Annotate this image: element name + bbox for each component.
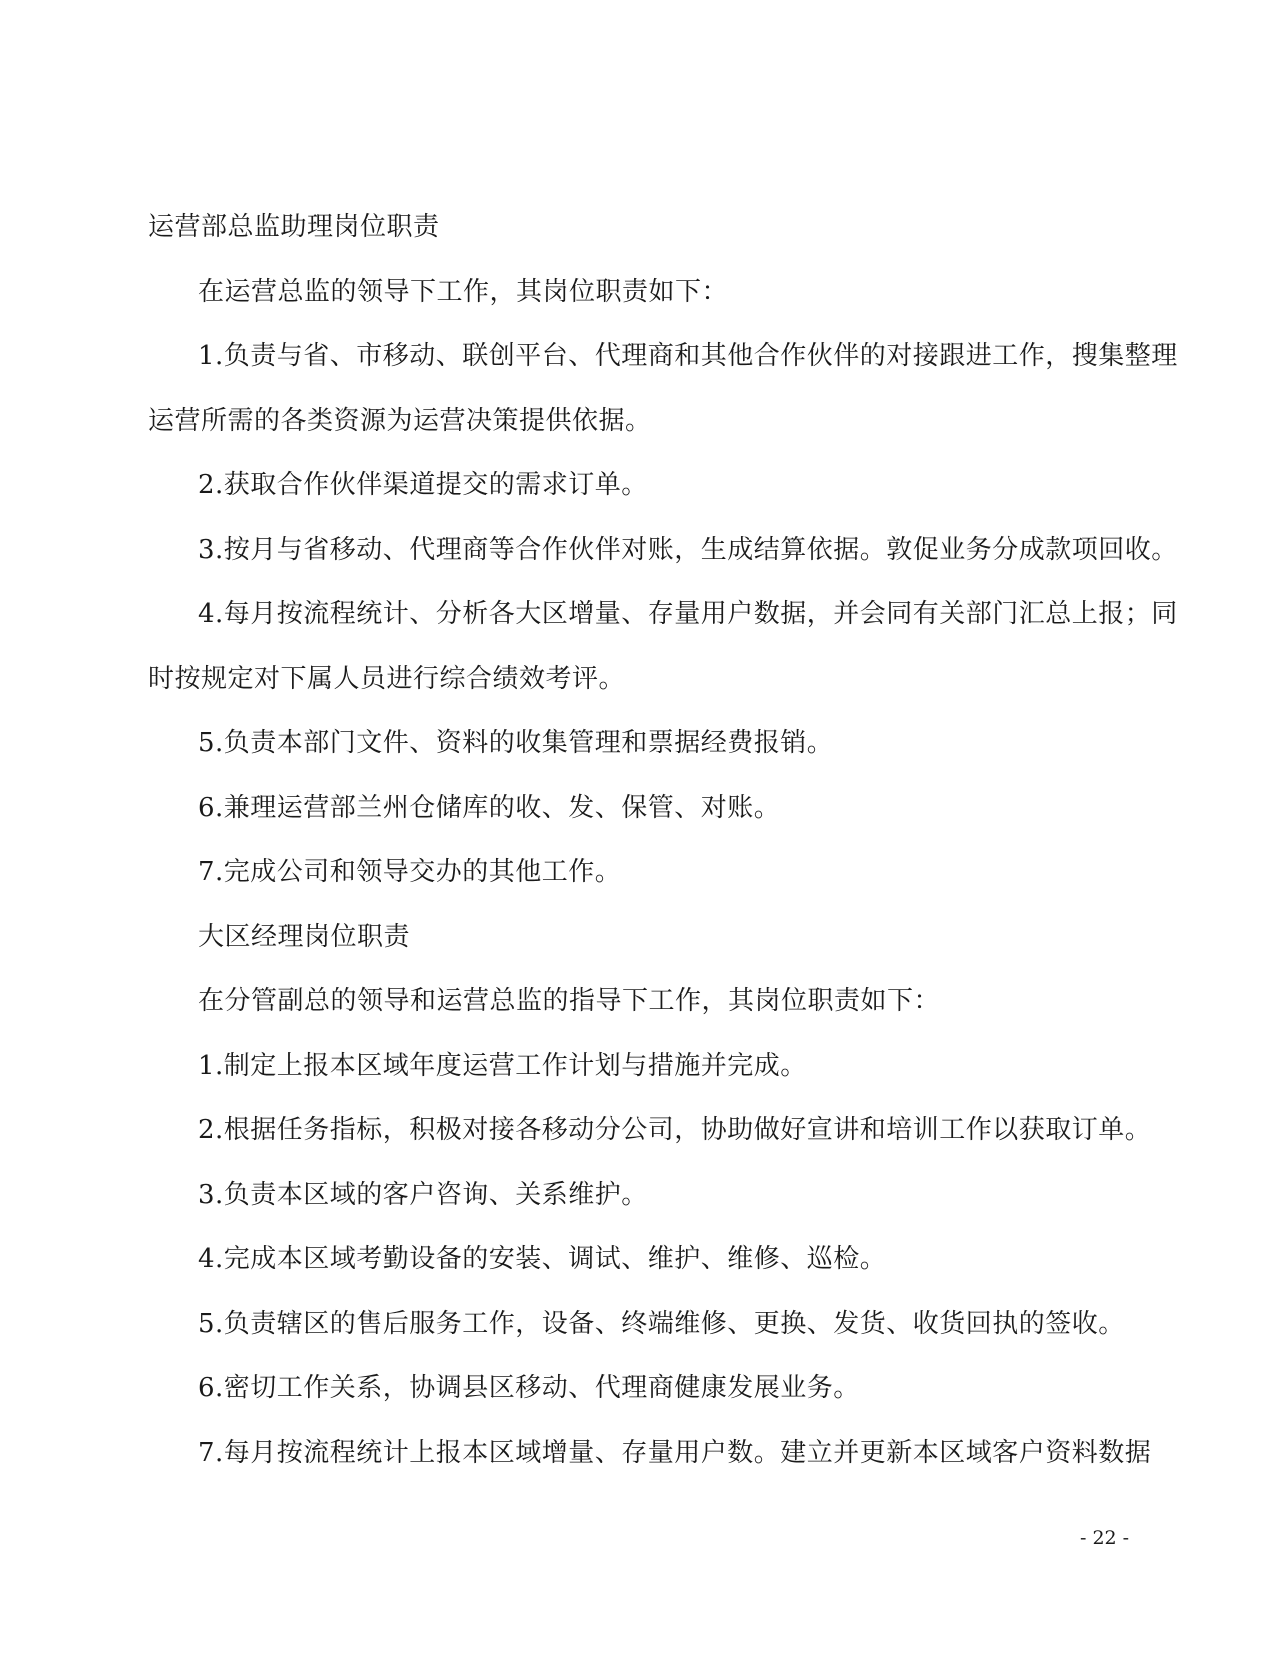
paragraph-line: 3.按月与省移动、代理商等合作伙伴对账，生成结算依据。敦促业务分成款项回收。 bbox=[198, 534, 1178, 565]
paragraph-line: 6.密切工作关系，协调县区移动、代理商健康发展业务。 bbox=[198, 1373, 860, 1403]
paragraph-line: 在分管副总的领导和运营总监的指导下工作，其岗位职责如下： bbox=[198, 986, 941, 1016]
section-title-operations-assistant: 运营部总监助理岗位职责 bbox=[148, 212, 440, 242]
paragraph-line: 1.制定上报本区域年度运营工作计划与措施并完成。 bbox=[198, 1050, 807, 1081]
paragraph-line: 1.负责与省、市移动、联创平台、代理商和其他合作伙伴的对接跟进工作，搜集整理 bbox=[198, 341, 1178, 371]
paragraph-line: 4.完成本区域考勤设备的安装、调试、维护、维修、巡检。 bbox=[198, 1244, 887, 1274]
paragraph-line: 时按规定对下属人员进行综合绩效考评。 bbox=[148, 663, 626, 694]
paragraph-line: 5.负责辖区的售后服务工作，设备、终端维修、更换、发货、收货回执的签收。 bbox=[198, 1308, 1125, 1339]
section-title-regional-manager: 大区经理岗位职责 bbox=[198, 921, 411, 952]
paragraph-line: 7.每月按流程统计上报本区域增量、存量用户数。建立并更新本区域客户资料数据 bbox=[198, 1437, 1152, 1468]
page-number: - 22 - bbox=[1080, 1527, 1130, 1549]
paragraph-line: 6.兼理运营部兰州仓储库的收、发、保管、对账。 bbox=[198, 792, 781, 823]
paragraph-line: 2.获取合作伙伴渠道提交的需求订单。 bbox=[198, 470, 648, 500]
paragraph-line: 2.根据任务指标，积极对接各移动分公司，协助做好宣讲和培训工作以获取订单。 bbox=[198, 1115, 1152, 1145]
paragraph-line: 7.完成公司和领导交办的其他工作。 bbox=[198, 857, 622, 887]
paragraph-line: 5.负责本部门文件、资料的收集管理和票据经费报销。 bbox=[198, 728, 834, 758]
paragraph-line: 运营所需的各类资源为运营决策提供依据。 bbox=[148, 405, 652, 436]
paragraph-line: 3.负责本区域的客户咨询、关系维护。 bbox=[198, 1179, 648, 1210]
document-body bbox=[148, 195, 1178, 1485]
paragraph-line: 在运营总监的领导下工作，其岗位职责如下： bbox=[198, 276, 729, 307]
paragraph-line: 4.每月按流程统计、分析各大区增量、存量用户数据，并会同有关部门汇总上报；同 bbox=[198, 599, 1178, 629]
